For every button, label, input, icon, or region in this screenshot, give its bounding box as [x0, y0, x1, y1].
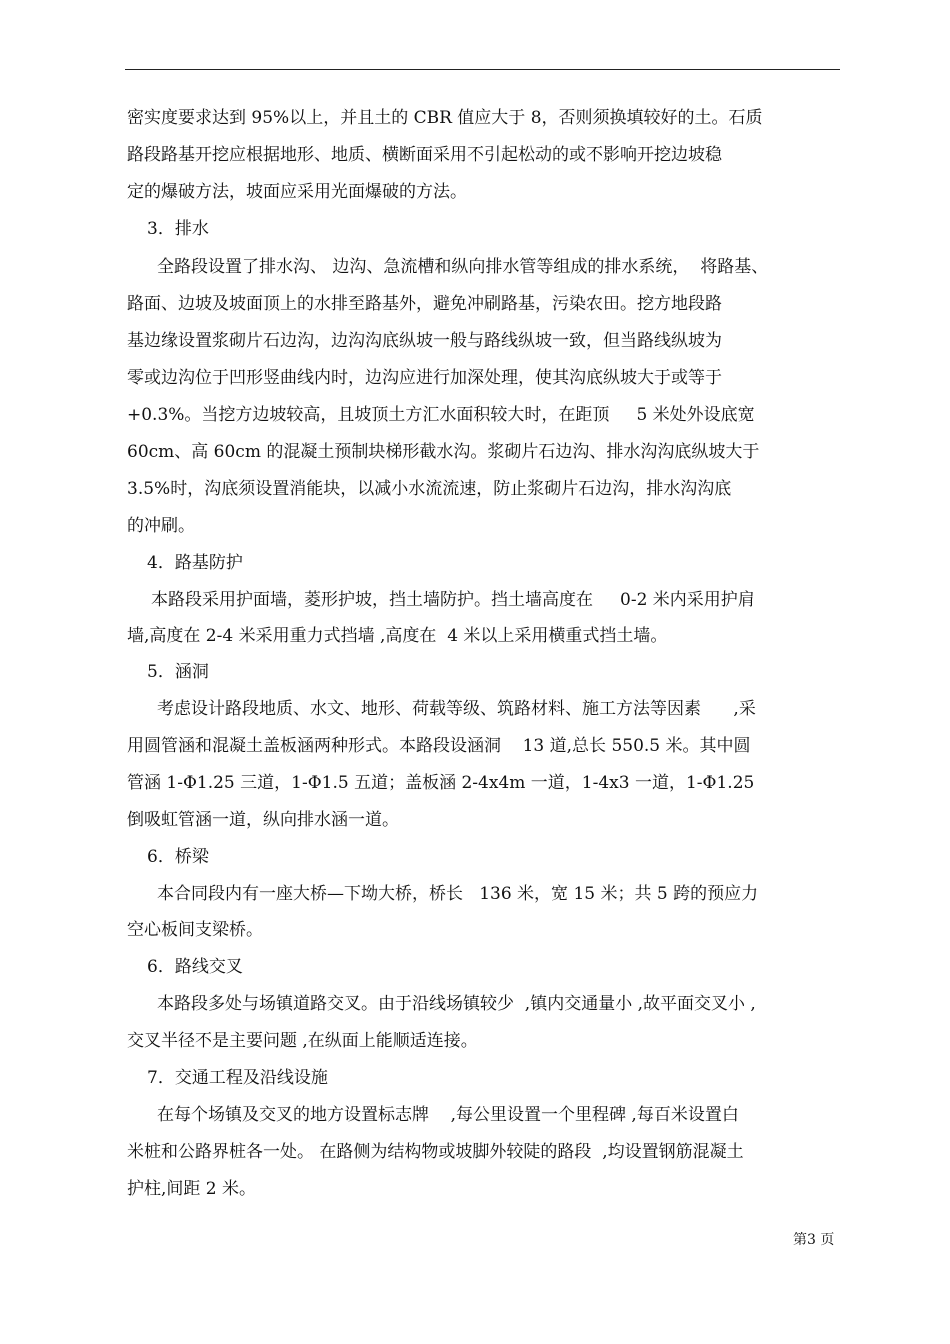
section-heading: 5．涵洞 — [147, 662, 209, 682]
text-line: 在每个场镇及交叉的地方设置标志牌 ,每公里设置一个里程碑 ,每百米设置白 — [157, 1105, 739, 1125]
text-line: 米桩和公路界桩各一处。 在路侧为结构物或坡脚外较陡的路段 ,均设置钢筋混凝土 — [127, 1142, 744, 1162]
text-line: 墙,高度在 2-4 米采用重力式挡墙 ,高度在 4 米以上采用横重式挡土墙。 — [127, 626, 668, 646]
text-line: 本路段多处与场镇道路交叉。由于沿线场镇较少 ,镇内交通量小 ,故平面交叉小 , — [157, 994, 756, 1014]
text-line: 路段路基开挖应根据地形、地质、横断面采用不引起松动的或不影响开挖边坡稳 — [127, 145, 722, 165]
text-line: 倒吸虹管涵一道，纵向排水涵一道。 — [127, 810, 399, 830]
text-line: 考虑设计路段地质、水文、地形、荷载等级、筑路材料、施工方法等因素 ,采 — [157, 699, 756, 719]
header-rule — [125, 69, 840, 70]
text-line: 空心板间支梁桥。 — [127, 920, 263, 940]
text-line: 密实度要求达到 95%以上，并且土的 CBR 值应大于 8，否则须换填较好的土。石质 — [127, 108, 763, 128]
text-line: 交叉半径不是主要问题 ,在纵面上能顺适连接。 — [127, 1031, 478, 1051]
text-line: 本合同段内有一座大桥—下坳大桥，桥长 136 米，宽 15 米；共 5 跨的预应力 — [157, 884, 759, 904]
section-heading: 4．路基防护 — [147, 553, 243, 573]
text-line: 零或边沟位于凹形竖曲线内时，边沟应进行加深处理，使其沟底纵坡大于或等于 — [127, 368, 722, 388]
text-line: 3.5%时，沟底须设置消能块，以减小水流流速，防止浆砌片石边沟，排水沟沟底 — [127, 479, 732, 499]
section-heading: 3．排水 — [147, 219, 209, 239]
section-heading: 6．桥梁 — [147, 847, 209, 867]
text-line: 的冲刷。 — [127, 516, 195, 536]
text-line: 路面、边坡及坡面顶上的水排至路基外，避免冲刷路基，污染农田。挖方地段路 — [127, 294, 722, 314]
text-line: 护柱,间距 2 米。 — [127, 1179, 257, 1199]
text-line: 管涵 1-Φ1.25 三道，1-Φ1.5 五道；盖板涵 2-4x4m 一道，1-4x3 一道，1-Φ1.25 — [127, 773, 755, 793]
text-line: +0.3%。当挖方边坡较高，且坡顶土方汇水面积较大时，在距顶 5 米处外设底宽 — [127, 405, 755, 425]
text-line: 本路段采用护面墙，菱形护坡，挡土墙防护。挡土墙高度在 0-2 米内采用护肩 — [151, 590, 755, 610]
section-heading: 7．交通工程及沿线设施 — [147, 1068, 328, 1088]
text-line: 全路段设置了排水沟、 边沟、急流槽和纵向排水管等组成的排水系统， 将路基、 — [157, 257, 769, 277]
text-line: 定的爆破方法，坡面应采用光面爆破的方法。 — [127, 182, 467, 202]
page-number: 第3 页 — [793, 1232, 835, 1248]
section-heading: 6．路线交叉 — [147, 957, 243, 977]
text-line: 60cm、高 60cm 的混凝土预制块梯形截水沟。浆砌片石边沟、排水沟沟底纵坡大于 — [127, 442, 760, 462]
text-line: 用圆管涵和混凝土盖板涵两种形式。本路段设涵洞 13 道,总长 550.5 米。其中圆 — [127, 736, 751, 756]
text-line: 基边缘设置浆砌片石边沟，边沟沟底纵坡一般与路线纵坡一致，但当路线纵坡为 — [127, 331, 722, 351]
